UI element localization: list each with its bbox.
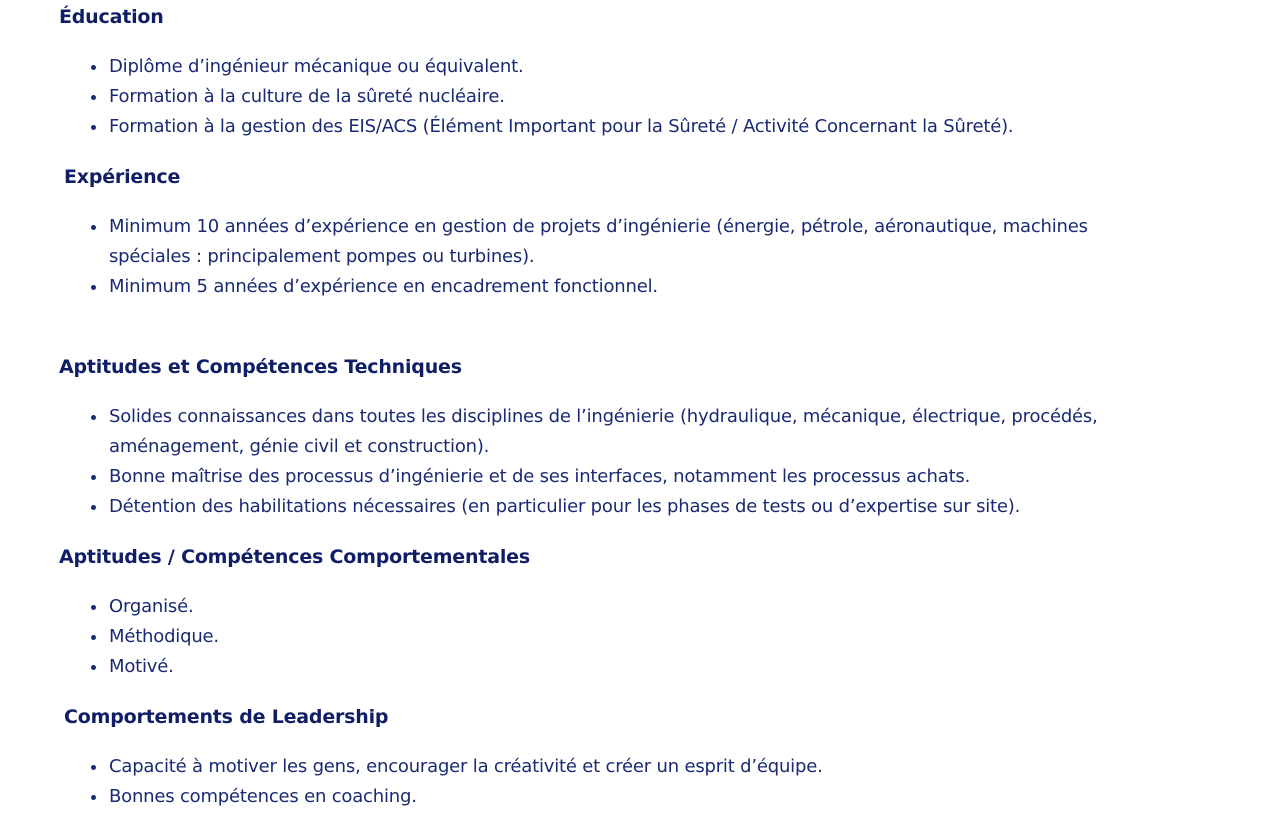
list-item <box>89 112 1174 142</box>
list-item <box>89 492 1174 522</box>
list-item <box>89 82 1174 112</box>
section-heading-education: Éducation <box>59 6 164 28</box>
list-item-text: Organisé. <box>109 596 194 617</box>
list-item-text: Formation à la culture de la sûreté nucléaire. <box>109 86 505 107</box>
section-heading-leadership: Comportements de Leadership <box>64 706 389 728</box>
education-list <box>89 52 1174 142</box>
list-item <box>89 622 1174 652</box>
list-item <box>89 652 1174 682</box>
list-item <box>89 402 1174 462</box>
bullet-icon <box>91 505 96 510</box>
list-item <box>89 592 1174 622</box>
list-item <box>89 462 1174 492</box>
behavioral-skills-list <box>89 592 1174 682</box>
list-item-text: Diplôme d’ingénieur mécanique ou équivalent. <box>109 56 524 77</box>
list-item <box>89 752 1174 782</box>
bullet-icon <box>91 225 96 230</box>
bullet-icon <box>91 605 96 610</box>
bullet-icon <box>91 475 96 480</box>
list-item-text: Bonne maîtrise des processus d’ingénierie et de ses interfaces, notamment les processus achats. <box>109 466 971 487</box>
list-item-text: Solides connaissances dans toutes les disciplines de l’ingénierie (hydraulique, mécanique, électrique, procédés, aménagement, génie civil et construction). <box>109 406 1098 457</box>
bullet-icon <box>91 65 96 70</box>
bullet-icon <box>91 635 96 640</box>
list-item-text: Minimum 10 années d’expérience en gestion de projets d’ingénierie (énergie, pétrole, aéronautique, machines spéciales : principalement pompes ou turbines). <box>109 216 1088 267</box>
bullet-icon <box>91 125 96 130</box>
list-item-text: Méthodique. <box>109 626 219 647</box>
bullet-icon <box>91 795 96 800</box>
list-item-text: Capacité à motiver les gens, encourager la créativité et créer un esprit d’équipe. <box>109 756 823 777</box>
bullet-icon <box>91 765 96 770</box>
bullet-icon <box>91 415 96 420</box>
list-item-text: Minimum 5 années d’expérience en encadrement fonctionnel. <box>109 276 658 297</box>
list-item <box>89 212 1174 272</box>
section-heading-behavioral-skills: Aptitudes / Compétences Comportementales <box>59 546 530 568</box>
list-item <box>89 52 1174 82</box>
list-item <box>89 272 1174 302</box>
bullet-icon <box>91 95 96 100</box>
list-item-text: Détention des habilitations nécessaires (en particulier pour les phases de tests ou d’expertise sur site). <box>109 496 1021 517</box>
technical-skills-list <box>89 402 1174 522</box>
section-heading-technical-skills: Aptitudes et Compétences Techniques <box>59 356 462 378</box>
experience-list <box>89 212 1174 302</box>
section-heading-experience: Expérience <box>64 166 181 188</box>
leadership-list <box>89 752 1174 812</box>
list-item-text: Formation à la gestion des EIS/ACS (Élément Important pour la Sûreté / Activité Concernant la Sûreté). <box>109 116 1014 137</box>
list-item-text: Motivé. <box>109 656 174 677</box>
list-item <box>89 782 1174 812</box>
bullet-icon <box>91 665 96 670</box>
bullet-icon <box>91 285 96 290</box>
list-item-text: Bonnes compétences en coaching. <box>109 786 417 807</box>
